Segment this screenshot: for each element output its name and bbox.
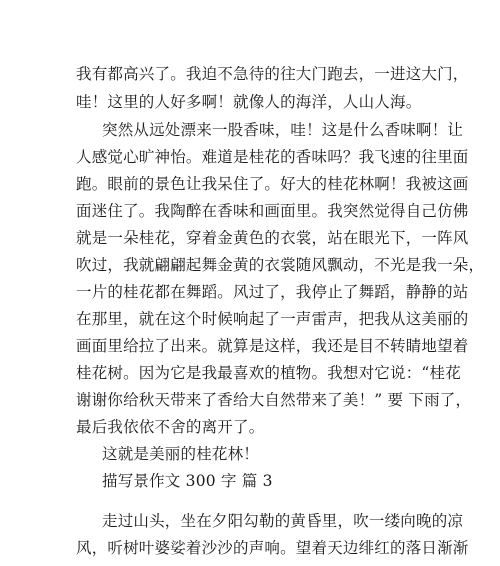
text-line: 跑。眼前的景色让我呆住了。好大的桂花林啊！我被这画 bbox=[76, 175, 469, 193]
paragraph-start-line: 这就是美丽的桂花林！ bbox=[102, 445, 260, 463]
text-line: 一片的桂花都在舞蹈。风过了，我停止了舞蹈，静静的站 bbox=[76, 283, 469, 301]
text-line: 桂花树。因为它是我最喜欢的植物。我想对它说：“桂花 bbox=[76, 364, 461, 382]
text-line: 风，听树叶婆娑着沙沙的声响。望着天边绯红的落日渐渐 bbox=[76, 539, 469, 557]
text-line: 谢谢你给秋天带来了香给大自然带来了美！” 要 下雨了， bbox=[76, 391, 472, 409]
text-line: 在那里，就在这个时候响起了一声雷声，把我从这美丽的 bbox=[76, 310, 469, 328]
paragraph-start-line: 突然从远处漂来一股香味，哇！这是什么香味啊！让 bbox=[102, 121, 464, 139]
text-line: 人感觉心旷神怡。难道是桂花的香味吗？我飞速的往里面 bbox=[76, 148, 469, 166]
text-line: 吹过，我就翩翩起舞金黄的衣裳随风飘动，不光是我一朵， bbox=[76, 256, 485, 274]
text-line: 就是一朵桂花，穿着金黄色的衣裳，站在眼光下，一阵风 bbox=[76, 229, 469, 247]
text-line: 画面里给拉了出来。就算是这样，我还是目不转睛地望着 bbox=[76, 337, 469, 355]
text-line: 面迷住了。我陶醉在香味和画面里。我突然觉得自己仿佛 bbox=[76, 202, 469, 220]
paragraph-start-line: 走过山头，坐在夕阳勾勒的黄昏里，吹一缕向晚的凉 bbox=[102, 512, 464, 530]
section-heading: 描写景作文 300 字 篇 3 bbox=[102, 472, 273, 490]
text-line: 哇！这里的人好多啊！就像人的海洋，人山人海。 bbox=[76, 93, 422, 111]
text-line: 我有都高兴了。我迫不急待的往大门跑去，一进这大门， bbox=[76, 65, 469, 83]
text-line: 最后我依依不舍的离开了。 bbox=[76, 418, 265, 436]
